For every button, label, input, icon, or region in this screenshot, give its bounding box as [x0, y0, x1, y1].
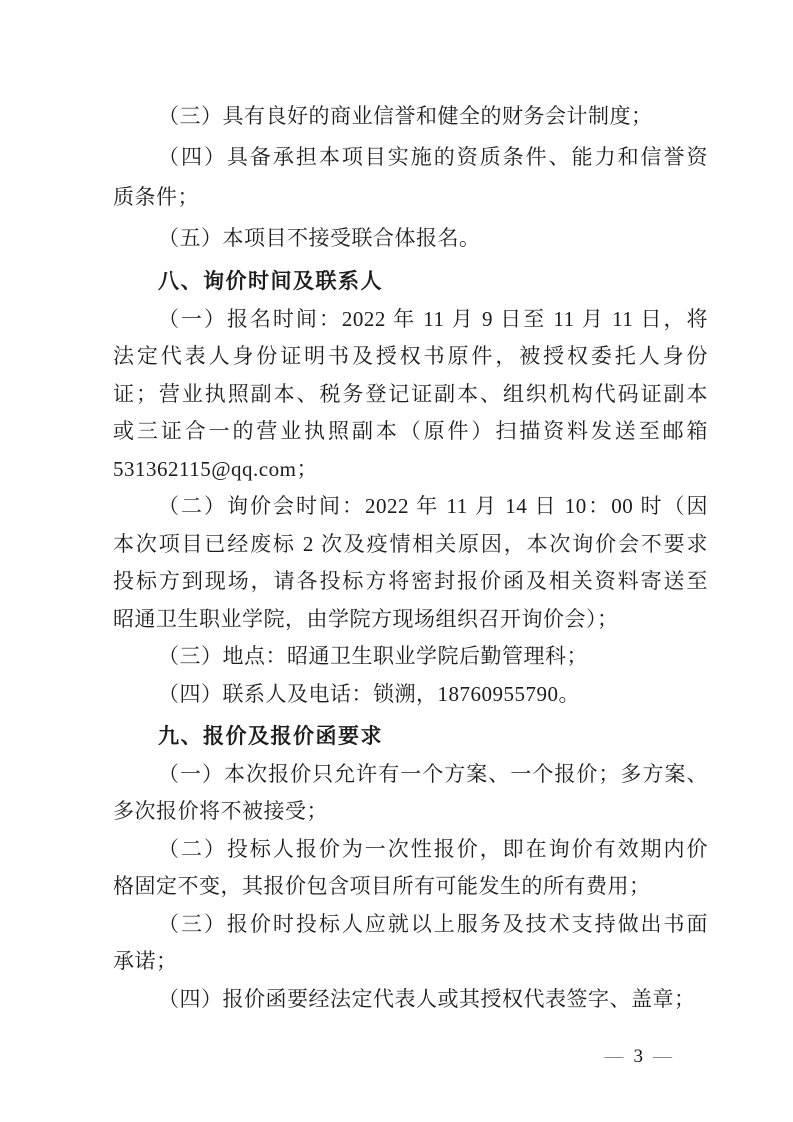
text-line: （五）本项目不接受联合体报名。 [158, 225, 481, 250]
text-line: 质条件； [113, 185, 199, 209]
page-number-dash-left: — [604, 1046, 624, 1067]
text-line: （三）地点：昭通卫生职业学院后勤管理科； [158, 644, 588, 668]
text-line: 本次项目已经废标 2 次及疫情相关原因，本次询价会不要求 [113, 531, 708, 556]
section-heading: 八、询价时间及联系人 [158, 270, 383, 293]
page-number [605, 1045, 673, 1069]
text-line: （一）报名时间：2022 年 11 月 9 日至 11 月 11 日，将 [158, 306, 708, 331]
text-line: （三）报价时投标人应就以上服务及技术支持做出书面 [158, 911, 708, 936]
text-line: （三）具有良好的商业信誉和健全的财务会计制度； [158, 104, 653, 128]
document-body [113, 96, 708, 1018]
page-number-dash-right: — [653, 1046, 672, 1067]
text-line: （二）询价会时间：2022 年 11 月 14 日 10：00 时（因 [158, 494, 708, 518]
text-line: （四）联系人及电话：锁溯，18760955790。 [158, 681, 580, 706]
text-line: 或三证合一的营业执照副本（原件）扫描资料发送至邮箱 [113, 419, 708, 443]
section-heading: 九、报价及报价函要求 [158, 725, 383, 748]
text-line: 证；营业执照副本、税务登记证副本、组织机构代码证副本 [113, 381, 708, 406]
text-line: （四）具备承担本项目实施的资质条件、能力和信誉资 [158, 144, 708, 169]
text-line: 承诺； [113, 949, 178, 973]
text-line: 531362115@qq.com； [113, 456, 318, 481]
page-number-value: 3 [633, 1046, 643, 1067]
text-line: 多次报价将不被接受； [113, 799, 328, 823]
text-line: （二）投标人报价为一次性报价，即在询价有效期内价 [158, 836, 708, 861]
text-line: 法定代表人身份证明书及授权书原件，被授权委托人身份 [113, 344, 708, 368]
text-line: 格固定不变，其报价包含项目所有可能发生的所有费用； [113, 874, 651, 898]
text-line: （四）报价函要经法定代表人或其授权代表签字、盖章； [158, 986, 696, 1011]
text-line: 昭通卫生职业学院，由学院方现场组织召开询价会）； [113, 606, 619, 631]
text-line: （一）本次报价只允许有一个方案、一个报价；多方案、 [158, 761, 708, 786]
text-line: 投标方到现场，请各投标方将密封报价函及相关资料寄送至 [113, 569, 708, 593]
